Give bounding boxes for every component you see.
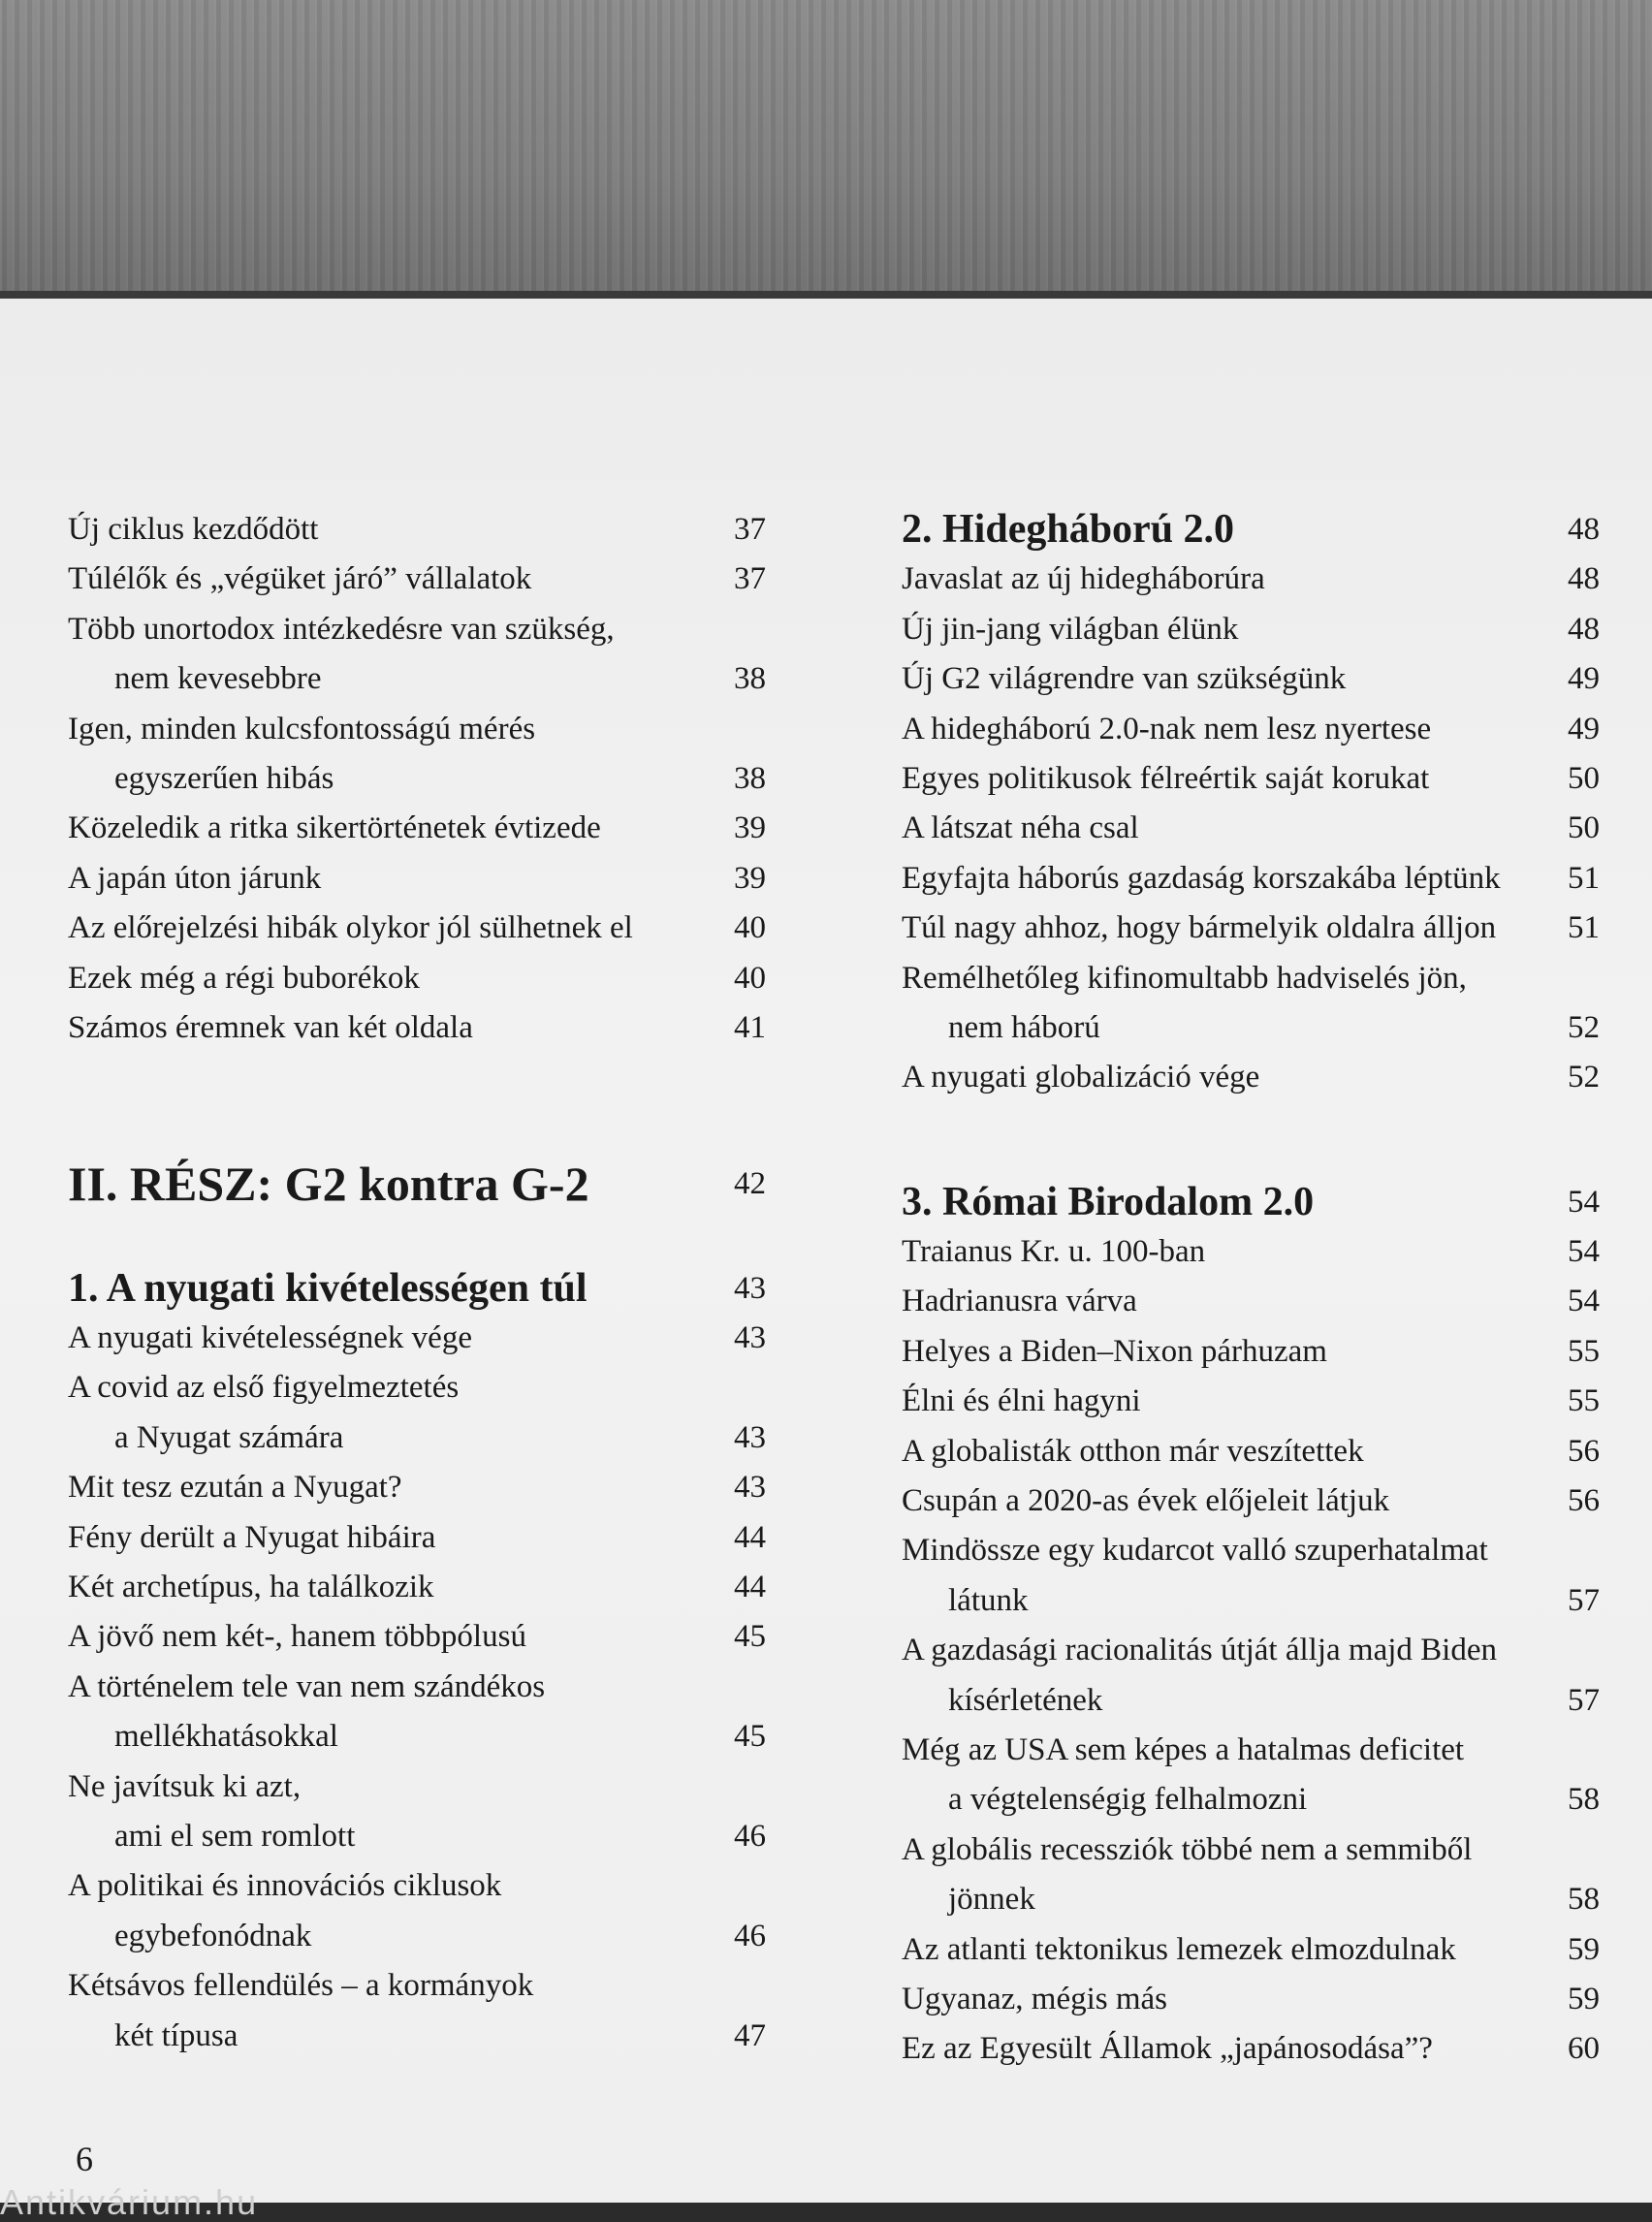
toc-entry: A történelem tele van nem szándékos <box>68 1668 546 1704</box>
toc-entry-continuation: látunk 57 <box>948 1582 1600 1618</box>
toc-entry: Egyfajta háborús gazdaság korszakába léptünk 51 <box>902 860 1600 896</box>
toc-entry: Ugyanaz, mégis más 59 <box>902 1981 1600 2016</box>
toc-entry-continuation: kísérletének 57 <box>948 1682 1600 1718</box>
toc-entry: A hidegháború 2.0-nak nem lesz nyertese 49 <box>902 711 1600 746</box>
toc-entry: A nyugati kivételességnek vége 43 <box>68 1320 766 1356</box>
book-page <box>0 291 1652 2222</box>
toc-entry: A nyugati globalizáció vége 52 <box>902 1060 1600 1095</box>
toc-entry: Hadrianusra várva 54 <box>902 1284 1600 1319</box>
toc-entry: Helyes a Biden–Nixon párhuzam 55 <box>902 1333 1600 1369</box>
toc-entry: Új ciklus kezdődött 37 <box>68 512 766 547</box>
toc-entry: Ez az Egyesült Államok „japánosodása”? 60 <box>902 2031 1600 2067</box>
toc-entry-continuation: a végtelenségig felhalmozni 58 <box>948 1782 1600 1818</box>
toc-entry: Csupán a 2020-as évek előjeleit látjuk 56 <box>902 1483 1600 1519</box>
toc-entry: A látszat néha csal 50 <box>902 810 1600 846</box>
toc-entry-continuation: egybefonódnak 46 <box>114 1918 766 1953</box>
toc-right-column <box>902 505 1600 2075</box>
chapter-heading: 2. Hidegháború 2.0 48 <box>902 507 1600 552</box>
toc-entry: Élni és élni hagyni 55 <box>902 1383 1600 1419</box>
toc-entry-continuation: jönnek 58 <box>948 1882 1600 1918</box>
toc-entry: A japán úton járunk 39 <box>68 860 766 896</box>
toc-entry: Az atlanti tektonikus lemezek elmozdulnak 59 <box>902 1931 1600 1967</box>
toc-entry: A politikai és innovációs ciklusok <box>68 1868 502 1904</box>
toc-entry: Kétsávos fellendülés – a kormányok <box>68 1968 534 2004</box>
background-surface <box>0 0 1652 291</box>
toc-entry: A globális recessziók többé nem a semmiből <box>902 1831 1473 1867</box>
toc-entry-continuation: nem kevesebbre 38 <box>114 661 766 697</box>
page-number: 6 <box>76 2140 93 2178</box>
toc-entry: Az előrejelzési hibák olykor jól sülhetnek el 40 <box>68 910 766 946</box>
toc-entry: A jövő nem két-, hanem többpólusú 45 <box>68 1619 766 1655</box>
watermark: Antikvárium.hu <box>0 2182 259 2222</box>
toc-entry: Igen, minden kulcsfontosságú mérés <box>68 711 536 746</box>
toc-entry-continuation: nem háború 52 <box>948 1009 1600 1045</box>
toc-entry: Több unortodox intézkedésre van szükség, <box>68 611 615 647</box>
toc-entry: Javaslat az új hidegháborúra 48 <box>902 561 1600 597</box>
toc-entry: A covid az első figyelmeztetés <box>68 1370 460 1406</box>
toc-entry: Számos éremnek van két oldala 41 <box>68 1009 766 1045</box>
toc-entry: Közeledik a ritka sikertörténetek évtizede 39 <box>68 810 766 846</box>
toc-entry: Két archetípus, ha találkozik 44 <box>68 1570 766 1605</box>
toc-entry: Túl nagy ahhoz, hogy bármelyik oldalra álljon 51 <box>902 910 1600 946</box>
toc-entry: Egyes politikusok félreértik saját korukat 50 <box>902 760 1600 796</box>
toc-entry: Mit tesz ezután a Nyugat? 43 <box>68 1470 766 1506</box>
toc-entry: Még az USA sem képes a hatalmas deficitet <box>902 1731 1465 1767</box>
toc-entry: Új jin-jang világban élünk 48 <box>902 611 1600 647</box>
toc-entry: Ne javítsuk ki azt, <box>68 1768 302 1804</box>
toc-entry-continuation: két típusa 47 <box>114 2017 766 2053</box>
toc-entry: Traianus Kr. u. 100-ban 54 <box>902 1234 1600 1270</box>
chapter-heading: 3. Római Birodalom 2.0 54 <box>902 1179 1600 1224</box>
toc-entry-continuation: egyszerűen hibás 38 <box>114 760 766 796</box>
part-heading: II. RÉSZ: G2 kontra G-2 42 <box>68 1157 766 1212</box>
toc-entry: Ezek még a régi buborékok 40 <box>68 960 766 996</box>
toc-entry: Új G2 világrendre van szükségünk 49 <box>902 661 1600 697</box>
toc-entry: Fény derült a Nyugat hibáira 44 <box>68 1519 766 1555</box>
toc-entry-continuation: a Nyugat számára 43 <box>114 1419 766 1455</box>
chapter-heading: 1. A nyugati kivételességen túl 43 <box>68 1265 766 1311</box>
toc-entry: A globalisták otthon már veszítettek 56 <box>902 1433 1600 1469</box>
toc-entry: Remélhetőleg kifinomultabb hadviselés jön, <box>902 960 1467 996</box>
toc-entry: A gazdasági racionalitás útját állja majd Biden <box>902 1633 1497 1668</box>
toc-left-column <box>68 505 766 2061</box>
toc-entry-continuation: ami el sem romlott 46 <box>114 1818 766 1854</box>
toc-entry: Mindössze egy kudarcot valló szuperhatalmat <box>902 1533 1488 1569</box>
toc-entry: Túlélők és „végüket járó” vállalatok 37 <box>68 561 766 597</box>
toc-entry-continuation: mellékhatásokkal 45 <box>114 1719 766 1755</box>
